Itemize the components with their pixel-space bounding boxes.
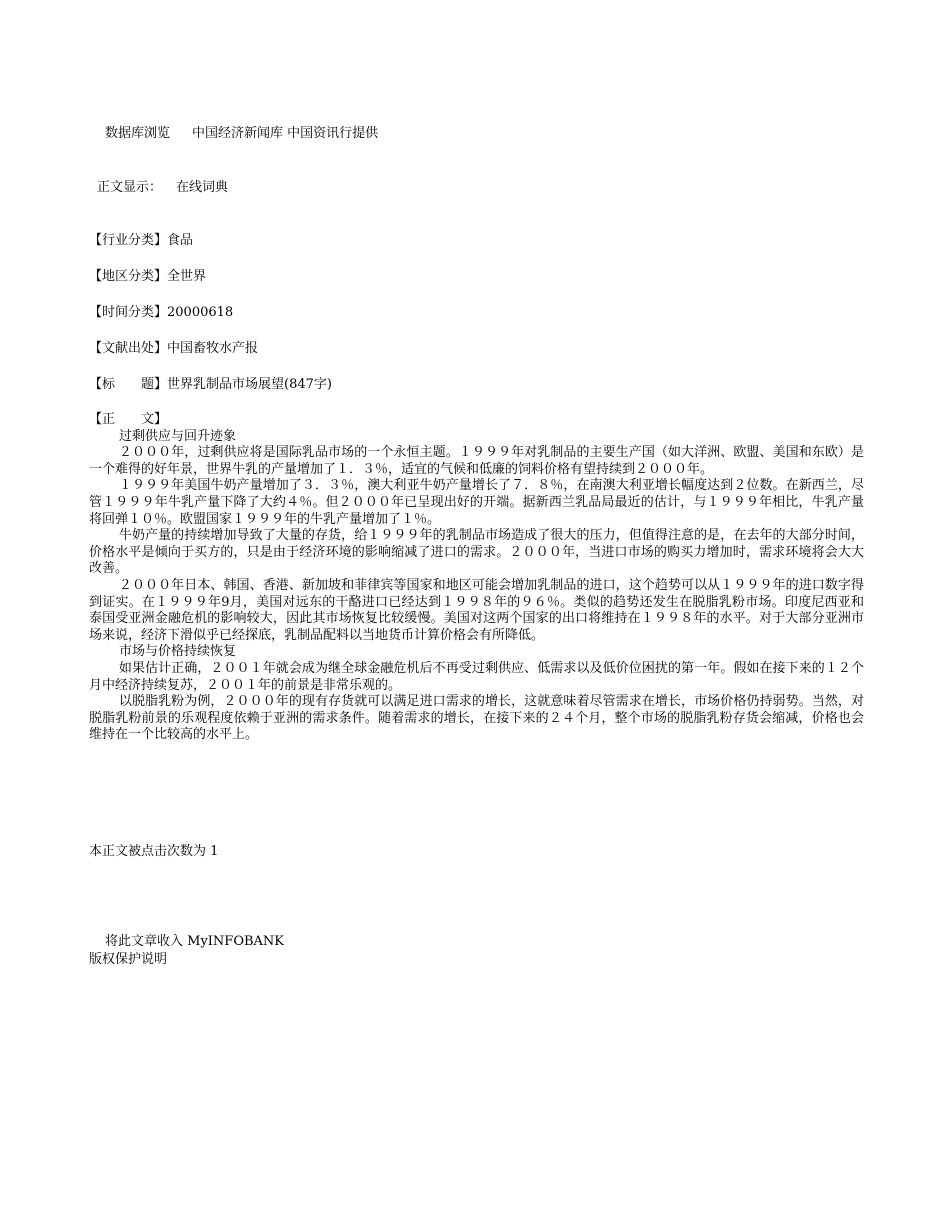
article-paragraph-1: ２０００年，过剩供应将是国际乳品市场的一个永恒主题。１９９９年对乳制品的主要生产国（如大洋洲、欧盟、美国和东欧）是一个难得的好年景，世界牛乳的产量增加了１．３％，适宜的气候和低廉的饲料价格有望持续到２０００年。: [89, 445, 864, 477]
meta-title: 【标 题】世界乳制品市场展望(847字): [89, 377, 332, 392]
article-body: [89, 412, 864, 744]
meta-industry: 【行业分类】食品: [89, 233, 194, 248]
copyright-link[interactable]: 版权保护说明: [89, 952, 168, 967]
meta-region: 【地区分类】全世界: [89, 269, 207, 284]
article-paragraph-3: 牛奶产量的持续增加导致了大量的存货，给１９９９年的乳制品市场造成了很大的压力，但值得注意的是，在去年的大部分时间，价格水平是倾向于买方的，只是由于经济环境的影响缩减了进口的需求。２０００年，当进口市场的购买力增加时，需求环境将会大大改善。: [89, 528, 864, 577]
meta-time: 【时间分类】20000618: [89, 305, 234, 320]
display-label: 正文显示：: [97, 180, 163, 195]
display-row: [97, 180, 228, 196]
click-count-text: 本正文被点击次数为 1: [89, 844, 219, 859]
online-dictionary-link[interactable]: 在线词典: [176, 180, 229, 195]
article-paragraph-2: １９９９年美国牛奶产量增加了３．３％，澳大利亚牛奶产量增长了７．８％，在南澳大利亚增长幅度达到２位数。在新西兰，尽管１９９９年牛乳产量下降了大约４％。但２０００年已呈现出好的开端。据新西兰乳品局最近的估计，与１９９９年相比，牛乳产量将回弹１０％。欧盟国家１９９９年的牛乳产量增加了１％。: [89, 478, 864, 527]
article-heading-2: 市场与价格持续恢复: [119, 644, 237, 660]
article-label: 【正 文】: [89, 412, 168, 427]
provider-text: 中国资讯行提供: [287, 126, 379, 141]
meta-source: 【文献出处】中国畜牧水产报: [89, 341, 259, 356]
db-name-link[interactable]: 中国经济新闻库: [192, 126, 284, 141]
article-paragraph-5: 如果估计正确，２００１年就会成为继全球金融危机后不再受过剩供应、低需求以及低价位困扰的第一年。假如在接下来的１２个月中经济持续复苏，２００１年的前景是非常乐观的。: [89, 660, 864, 693]
db-browse-link[interactable]: 数据库浏览: [105, 126, 171, 141]
article-paragraph-6: 以脱脂乳粉为例，２０００年的现有存货就可以满足进口需求的增长，这就意味着尽管需求在增长，市场价格仍持弱势。当然，对脱脂乳粉前景的乐观程度依赖于亚洲的需求条件。随着需求的增长，在接下来的２４个月，整个市场的脱脂乳粉存货会缩减，价格也会维持在一个比较高的水平上。: [89, 694, 864, 743]
collect-to-myinfobank-link[interactable]: 将此文章收入 MyINFOBANK: [105, 934, 285, 949]
top-nav-bar: [105, 126, 378, 142]
article-paragraph-4: ２０００年日本、韩国、香港、新加坡和菲律宾等国家和地区可能会增加乳制品的进口，这个趋势可以从１９９９年的进口数字得到证实。在１９９９年9月，美国对远东的干酪进口已经达到１９９８年的９６％。类似的趋势还发生在脱脂乳粉市场。印度尼西亚和泰国受亚洲金融危机的影响较大，因此其市场恢复比较缓慢。美国对这两个国家的出口将维持在１９９８年的水平。对于大部分亚洲市场来说，经济下滑似乎已经探底，乳制品配料以当地货币计算价格会有所降低。: [89, 577, 864, 643]
article-heading-1: 过剩供应与回升迹象: [119, 428, 237, 444]
